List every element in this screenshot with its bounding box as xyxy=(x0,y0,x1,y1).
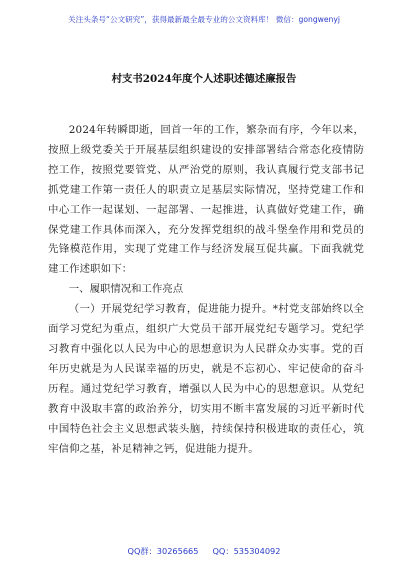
document-title: 村支书2024年度个人述职述德述廉报告 xyxy=(111,73,297,85)
qq-group-number[interactable]: 30265665 xyxy=(156,546,199,556)
document-body xyxy=(48,121,364,459)
footer-contact xyxy=(0,546,408,557)
qq-number[interactable]: 535304092 xyxy=(233,546,281,556)
section-paragraph: （一）开展党纪学习教育，促进能力提升。*村党支部始终以全面学习党纪为重点，组织广大党员干部开展党纪专题学习。党纪学习教育中强化以人民为中心的思想意识为人民群众办实事。党的百年历史就是为人民谋幸福的历史，就是不忘初心、牢记使命的奋斗历程。通过党纪学习教育，增强以人民为中心的思想意识。从党纪教育中汲取丰富的政治养分，切实用不断丰富发展的习近平新时代中国特色社会主义思想武装头脑，持续保持积极进取的责任心，筑牢信仰之基，补足精神之钙，促进能力提升。 xyxy=(48,303,364,455)
qq-label: QQ： xyxy=(212,546,234,556)
qq-group-label: QQ群： xyxy=(127,546,157,556)
section-heading: 一、履职情况和工作亮点 xyxy=(68,283,184,296)
top-banner[interactable]: 关注头条号“公文研究”，获得最新最全最专业的公文资料库！ 微信：gongwenyj xyxy=(68,15,340,24)
intro-paragraph: 2024年转瞬即逝，回首一年的工作，繁杂而有序，今年以来，按照上级党委关于开展基层组织建设的安排部署结合常态化疫情防控工作，按照党要管党、从严治党的原则，我认真履行党支部书记抓党建工作第一责任人的职责立足基层实际情况，坚持党建工作和中心工作一起谋划、一起部署、一起推进，认真做好党建工作，确保党建工作具体而深入，充分发挥党组织的战斗堡垒作用和党员的先锋模范作用，实现了党建工作与经济发展互促共赢。下面我就党建工作述职如下： xyxy=(48,124,364,276)
